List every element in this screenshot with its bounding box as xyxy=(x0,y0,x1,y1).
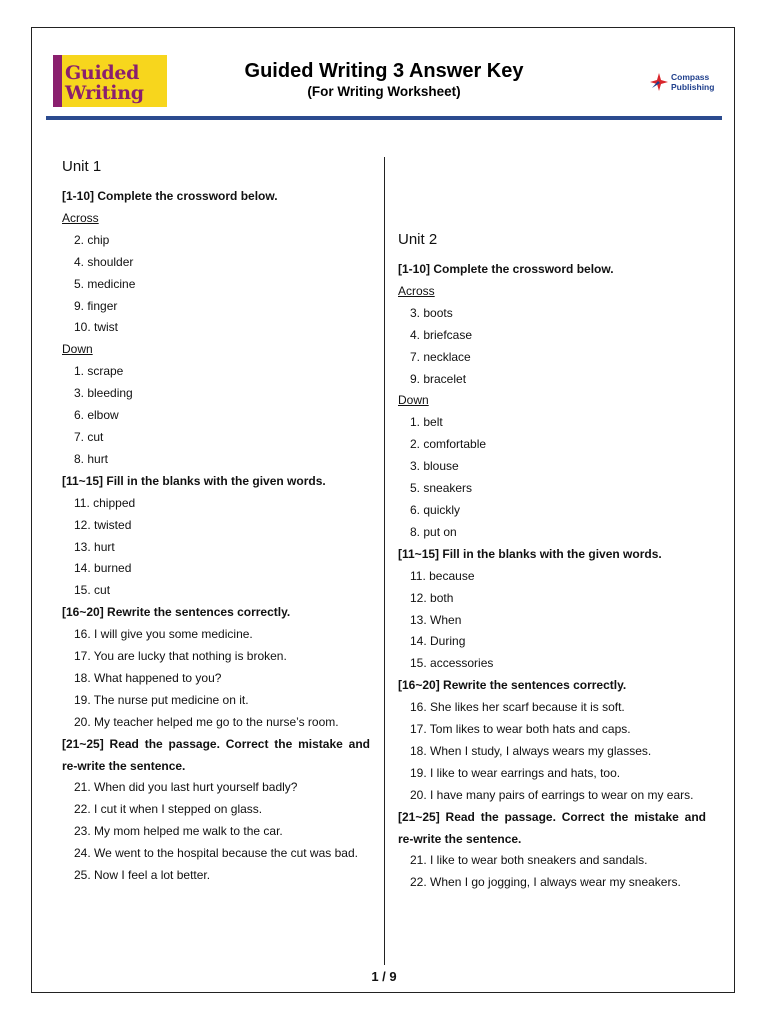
answer-item: 21. When did you last hurt yourself badly? xyxy=(74,780,298,795)
answer-item: 13. hurt xyxy=(74,539,115,554)
answer-item: 25. Now I feel a lot better. xyxy=(74,868,211,883)
section-instruction: [16~20] Rewrite the sentences correctly. xyxy=(398,678,627,693)
unit-heading: Unit 1 xyxy=(62,158,102,175)
answer-item: 6. quickly xyxy=(410,502,461,517)
compass-star-icon xyxy=(649,72,669,92)
answer-item: 12. twisted xyxy=(74,517,132,532)
document-title: Guided Writing 3 Answer Key xyxy=(244,60,524,82)
answer-item: 17. Tom likes to wear both hats and caps. xyxy=(410,722,631,737)
answer-item: 2. comfortable xyxy=(410,437,487,452)
answer-group-label: Down xyxy=(62,342,93,357)
answer-item: 20. My teacher helped me go to the nurse’s room. xyxy=(74,714,339,729)
answer-item: 4. shoulder xyxy=(74,254,134,269)
answer-item: 6. elbow xyxy=(74,408,119,423)
answer-item: 11. because xyxy=(410,568,475,583)
answer-item: 7. cut xyxy=(74,429,104,444)
answer-item: 24. We went to the hospital because the cut was bad. xyxy=(74,846,358,861)
answer-item: 12. both xyxy=(410,590,454,605)
publisher-logo xyxy=(649,71,729,95)
answer-item: 3. boots xyxy=(410,305,453,320)
answer-item: 3. bleeding xyxy=(74,386,133,401)
column-divider xyxy=(384,157,385,965)
answer-group-label: Across xyxy=(62,210,99,225)
answer-item: 21. I like to wear both sneakers and sandals. xyxy=(410,853,648,868)
answer-item: 14. burned xyxy=(74,561,132,576)
section-instruction: [1-10] Complete the crossword below. xyxy=(62,189,278,203)
answer-item: 22. I cut it when I stepped on glass. xyxy=(74,802,263,817)
unit-heading: Unit 2 xyxy=(398,231,438,248)
answer-item: 5. sneakers xyxy=(410,481,473,496)
answer-group-label: Down xyxy=(398,393,429,408)
answer-item: 9. finger xyxy=(74,298,118,313)
answer-item: 2. chip xyxy=(74,232,110,247)
section-instruction: [11~15] Fill in the blanks with the given words. xyxy=(62,473,326,488)
answer-item: 15. cut xyxy=(74,583,111,598)
section-instruction: [21~25] Read the passage. Correct the mistake and re-write the sentence. xyxy=(62,736,370,773)
answer-item: 22. When I go jogging, I always wear my sneakers. xyxy=(410,875,681,890)
section-instruction: [11~15] Fill in the blanks with the given words. xyxy=(398,546,662,561)
answer-item: 13. When xyxy=(410,612,462,627)
section-instruction: [1-10] Complete the crossword below. xyxy=(398,262,614,276)
document-subtitle: (For Writing Worksheet) xyxy=(307,84,461,99)
answer-item: 14. During xyxy=(410,634,466,649)
page-number: 1 / 9 xyxy=(371,969,397,984)
answer-group-label: Across xyxy=(398,283,435,298)
answer-item: 9. bracelet xyxy=(410,371,467,386)
answer-item: 4. briefcase xyxy=(410,327,473,342)
answer-item: 5. medicine xyxy=(74,276,136,291)
answer-item: 1. belt xyxy=(410,415,443,430)
answer-item: 19. The nurse put medicine on it. xyxy=(74,692,249,707)
logo-line-2: Writing xyxy=(65,82,144,104)
answer-item: 18. When I study, I always wears my glasses. xyxy=(410,743,652,758)
answer-item: 16. I will give you some medicine. xyxy=(74,627,253,642)
logo-line-1: Guided xyxy=(65,62,140,84)
header-rule xyxy=(46,116,722,120)
answer-item: 19. I like to wear earrings and hats, too. xyxy=(410,765,621,780)
answer-item: 15. accessories xyxy=(410,656,494,671)
answer-item: 20. I have many pairs of earrings to wear on my ears. xyxy=(410,787,694,802)
answer-item: 7. necklace xyxy=(410,349,471,364)
answer-item: 10. twist xyxy=(74,320,119,335)
section-instruction: [16~20] Rewrite the sentences correctly. xyxy=(62,605,291,620)
unit-1-column xyxy=(62,152,370,887)
answer-item: 23. My mom helped me walk to the car. xyxy=(74,824,283,839)
answer-item: 3. blouse xyxy=(410,459,459,474)
answer-item: 8. hurt xyxy=(74,451,109,466)
answer-item: 8. put on xyxy=(410,524,457,539)
section-instruction: [21~25] Read the passage. Correct the mistake and re-write the sentence. xyxy=(398,809,706,846)
answer-item: 1. scrape xyxy=(74,364,124,379)
unit-2-column xyxy=(398,225,706,894)
answer-item: 17. You are lucky that nothing is broken. xyxy=(74,649,287,664)
answer-item: 18. What happened to you? xyxy=(74,670,222,685)
answer-item: 16. She likes her scarf because it is soft. xyxy=(410,700,625,715)
publisher-name: Compass Publishing xyxy=(671,72,715,92)
answer-item: 11. chipped xyxy=(74,495,136,510)
